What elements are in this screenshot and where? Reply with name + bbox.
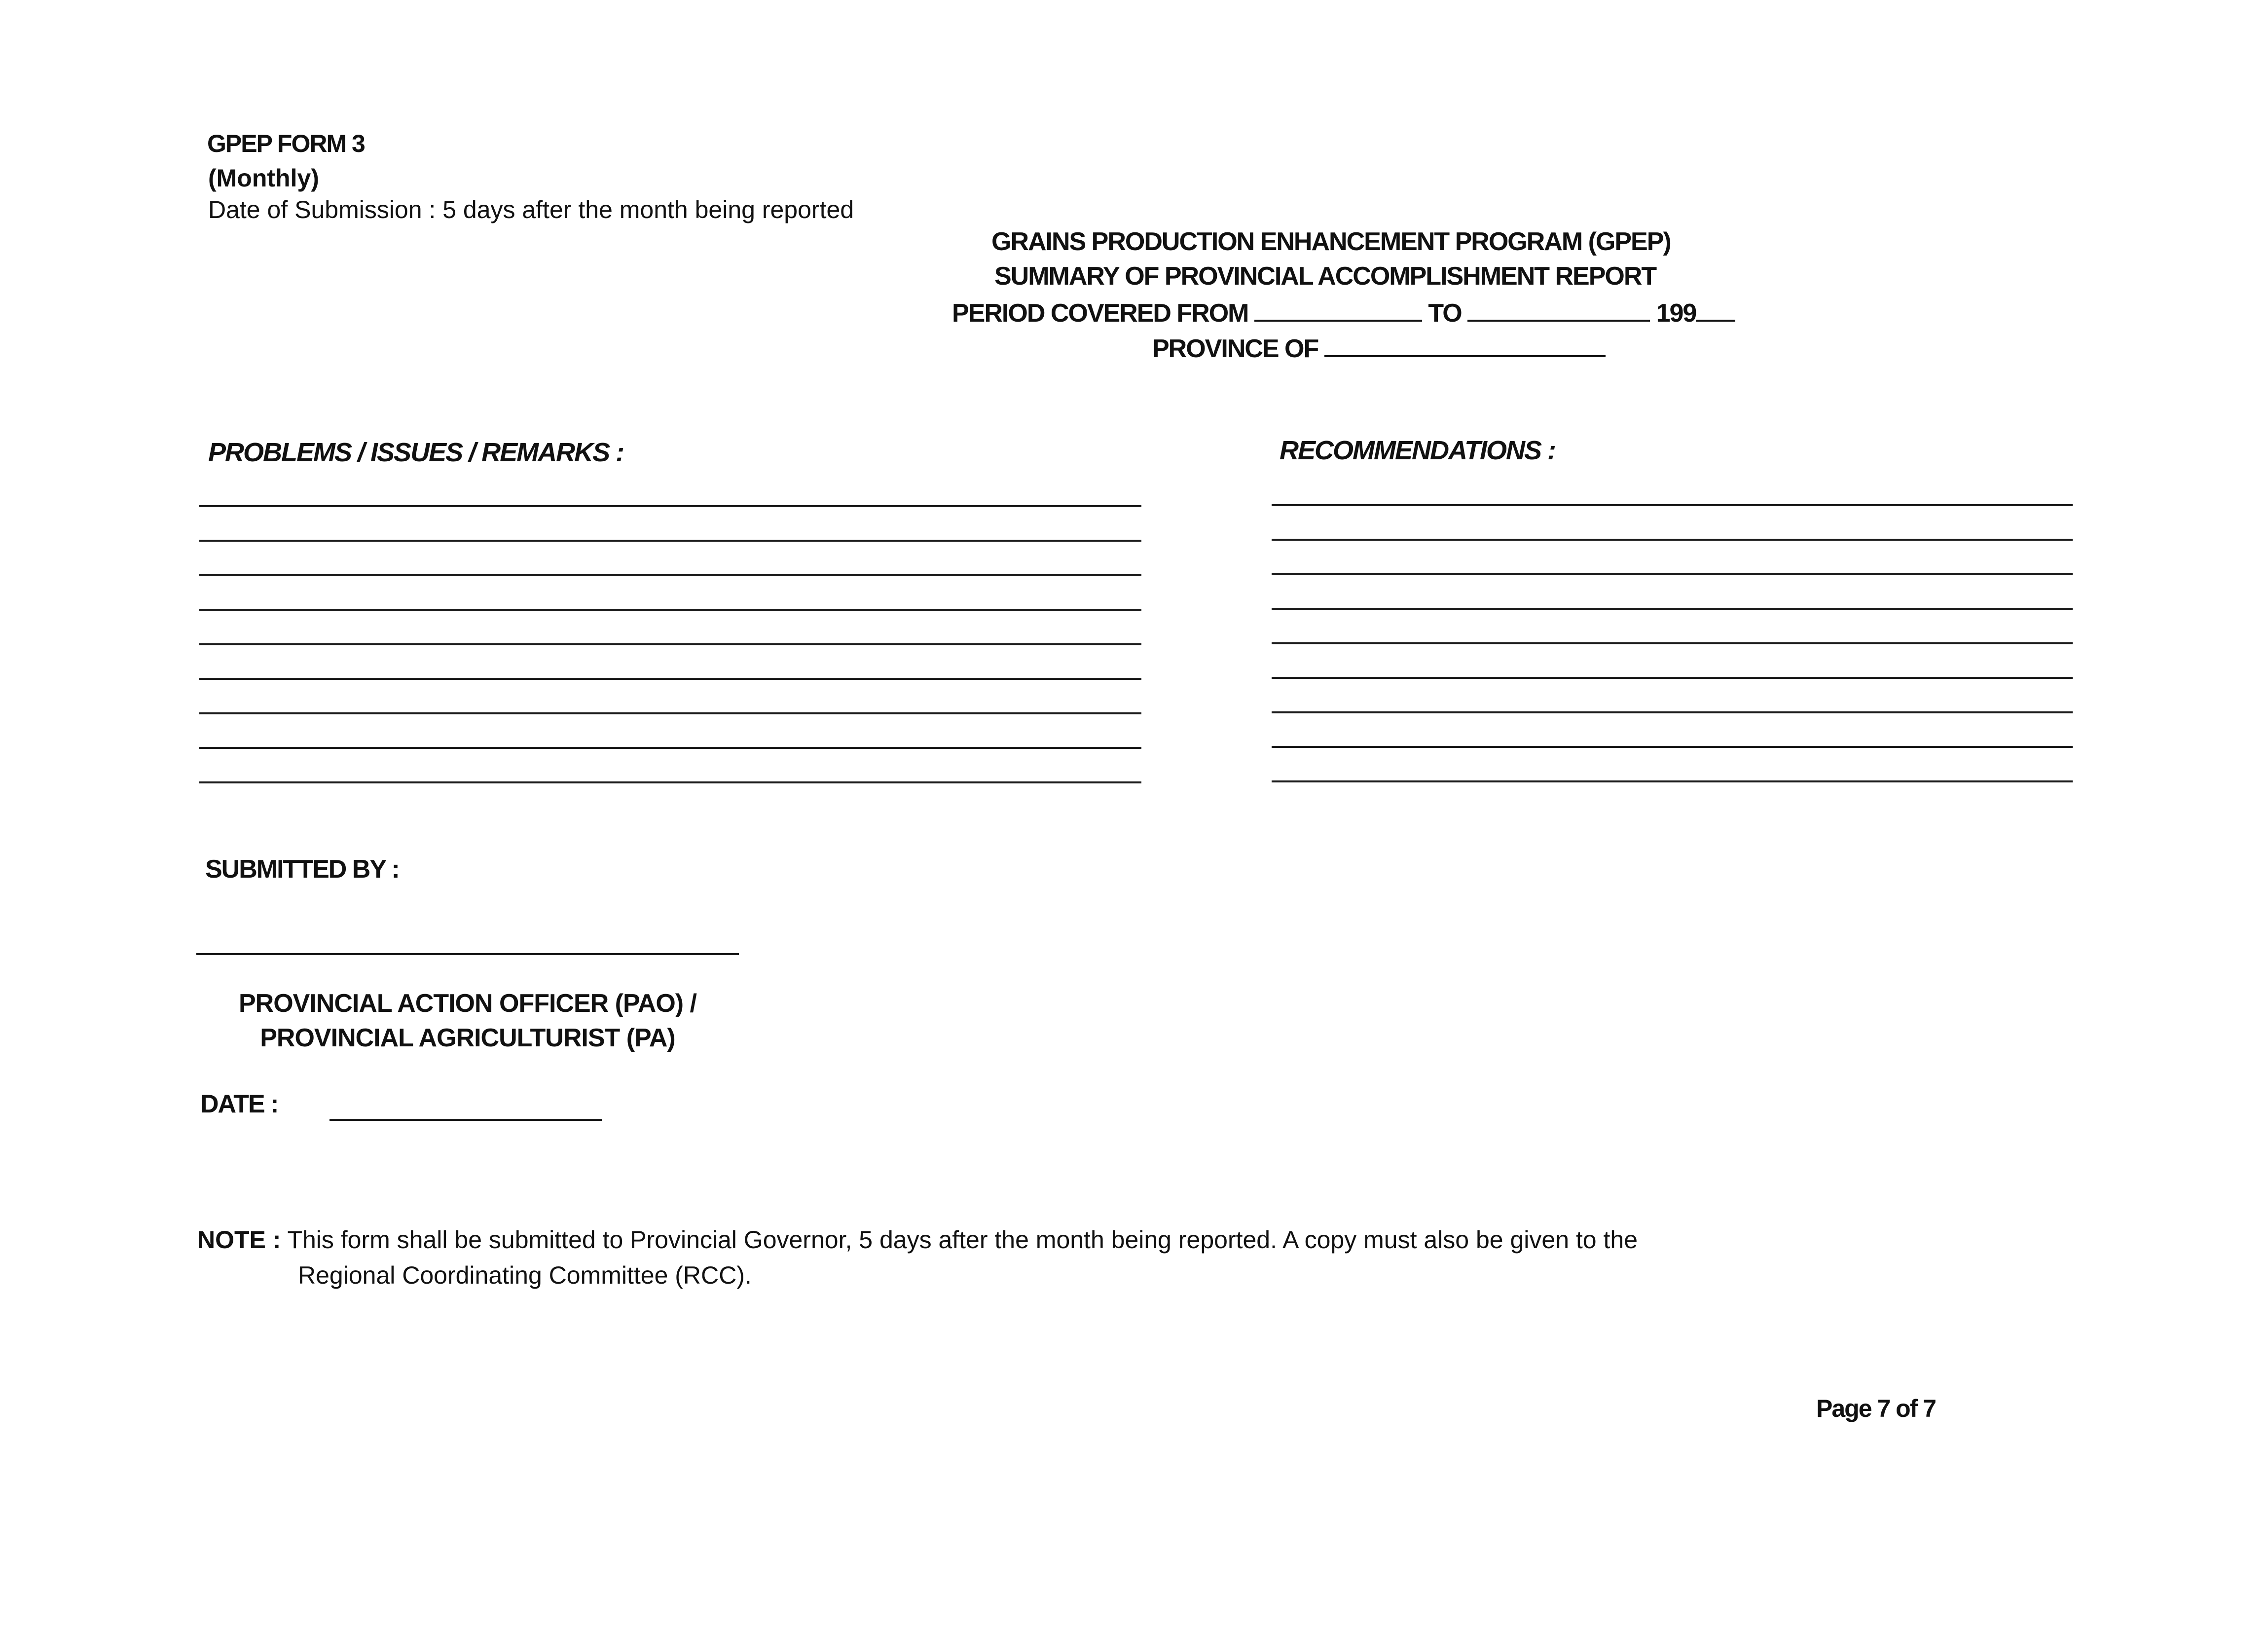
date-field[interactable]	[329, 1119, 602, 1121]
problems-line[interactable]	[199, 678, 1141, 680]
recommendations-lines[interactable]	[1272, 504, 2073, 790]
recommendations-line[interactable]	[1272, 746, 2073, 748]
date-label: DATE :	[200, 1090, 278, 1118]
recommendations-line[interactable]	[1272, 780, 2073, 782]
recommendations-line[interactable]	[1272, 573, 2073, 575]
period-to-label: TO	[1428, 299, 1462, 328]
period-year-field[interactable]	[1696, 298, 1735, 322]
problems-line[interactable]	[199, 781, 1141, 783]
problems-line[interactable]	[199, 505, 1141, 507]
signature-line[interactable]	[196, 953, 739, 955]
problems-line[interactable]	[199, 747, 1141, 749]
period-from-label: PERIOD COVERED FROM	[952, 299, 1248, 328]
form-frequency: (Monthly)	[208, 164, 319, 192]
period-from-field[interactable]	[1254, 298, 1422, 322]
officer-role-line2: PROVINCIAL AGRICULTURIST (PA)	[260, 1024, 675, 1052]
recommendations-line[interactable]	[1272, 539, 2073, 541]
note-prefix: NOTE :	[197, 1226, 281, 1254]
period-year-label: 199	[1656, 299, 1696, 328]
problems-label: PROBLEMS / ISSUES / REMARKS :	[208, 438, 624, 467]
problems-line[interactable]	[199, 574, 1141, 576]
submission-date-note: Date of Submission : 5 days after the month being reported	[208, 196, 854, 223]
submitted-by-label: SUBMITTED BY :	[205, 855, 399, 884]
officer-role-line1: PROVINCIAL ACTION OFFICER (PAO) /	[238, 989, 697, 1018]
period-to-field[interactable]	[1467, 298, 1650, 322]
problems-line[interactable]	[199, 712, 1141, 714]
recommendations-line[interactable]	[1272, 711, 2073, 713]
recommendations-line[interactable]	[1272, 504, 2073, 506]
report-title: SUMMARY OF PROVINCIAL ACCOMPLISHMENT REPORT	[994, 262, 1656, 291]
province-label: PROVINCE OF	[1152, 334, 1318, 363]
recommendations-line[interactable]	[1272, 608, 2073, 610]
period-covered	[952, 298, 1735, 328]
province-row	[1152, 333, 1606, 364]
page-number: Page 7 of 7	[1816, 1395, 1936, 1422]
program-title: GRAINS PRODUCTION ENHANCEMENT PROGRAM (GPEP)	[991, 227, 1671, 256]
note-line2: Regional Coordinating Committee (RCC).	[298, 1261, 752, 1289]
problems-line[interactable]	[199, 540, 1141, 542]
recommendations-label: RECOMMENDATIONS :	[1280, 436, 1555, 465]
form-code: GPEP FORM 3	[207, 130, 365, 157]
problems-lines[interactable]	[199, 505, 1141, 791]
province-field[interactable]	[1324, 333, 1606, 357]
recommendations-line[interactable]	[1272, 642, 2073, 644]
problems-line[interactable]	[199, 609, 1141, 611]
recommendations-line[interactable]	[1272, 677, 2073, 679]
problems-line[interactable]	[199, 643, 1141, 645]
note-line1: This form shall be submitted to Provincial Governor, 5 days after the month being reported. A copy must also be given to the	[287, 1226, 1638, 1254]
note-line1-row	[197, 1225, 1638, 1254]
